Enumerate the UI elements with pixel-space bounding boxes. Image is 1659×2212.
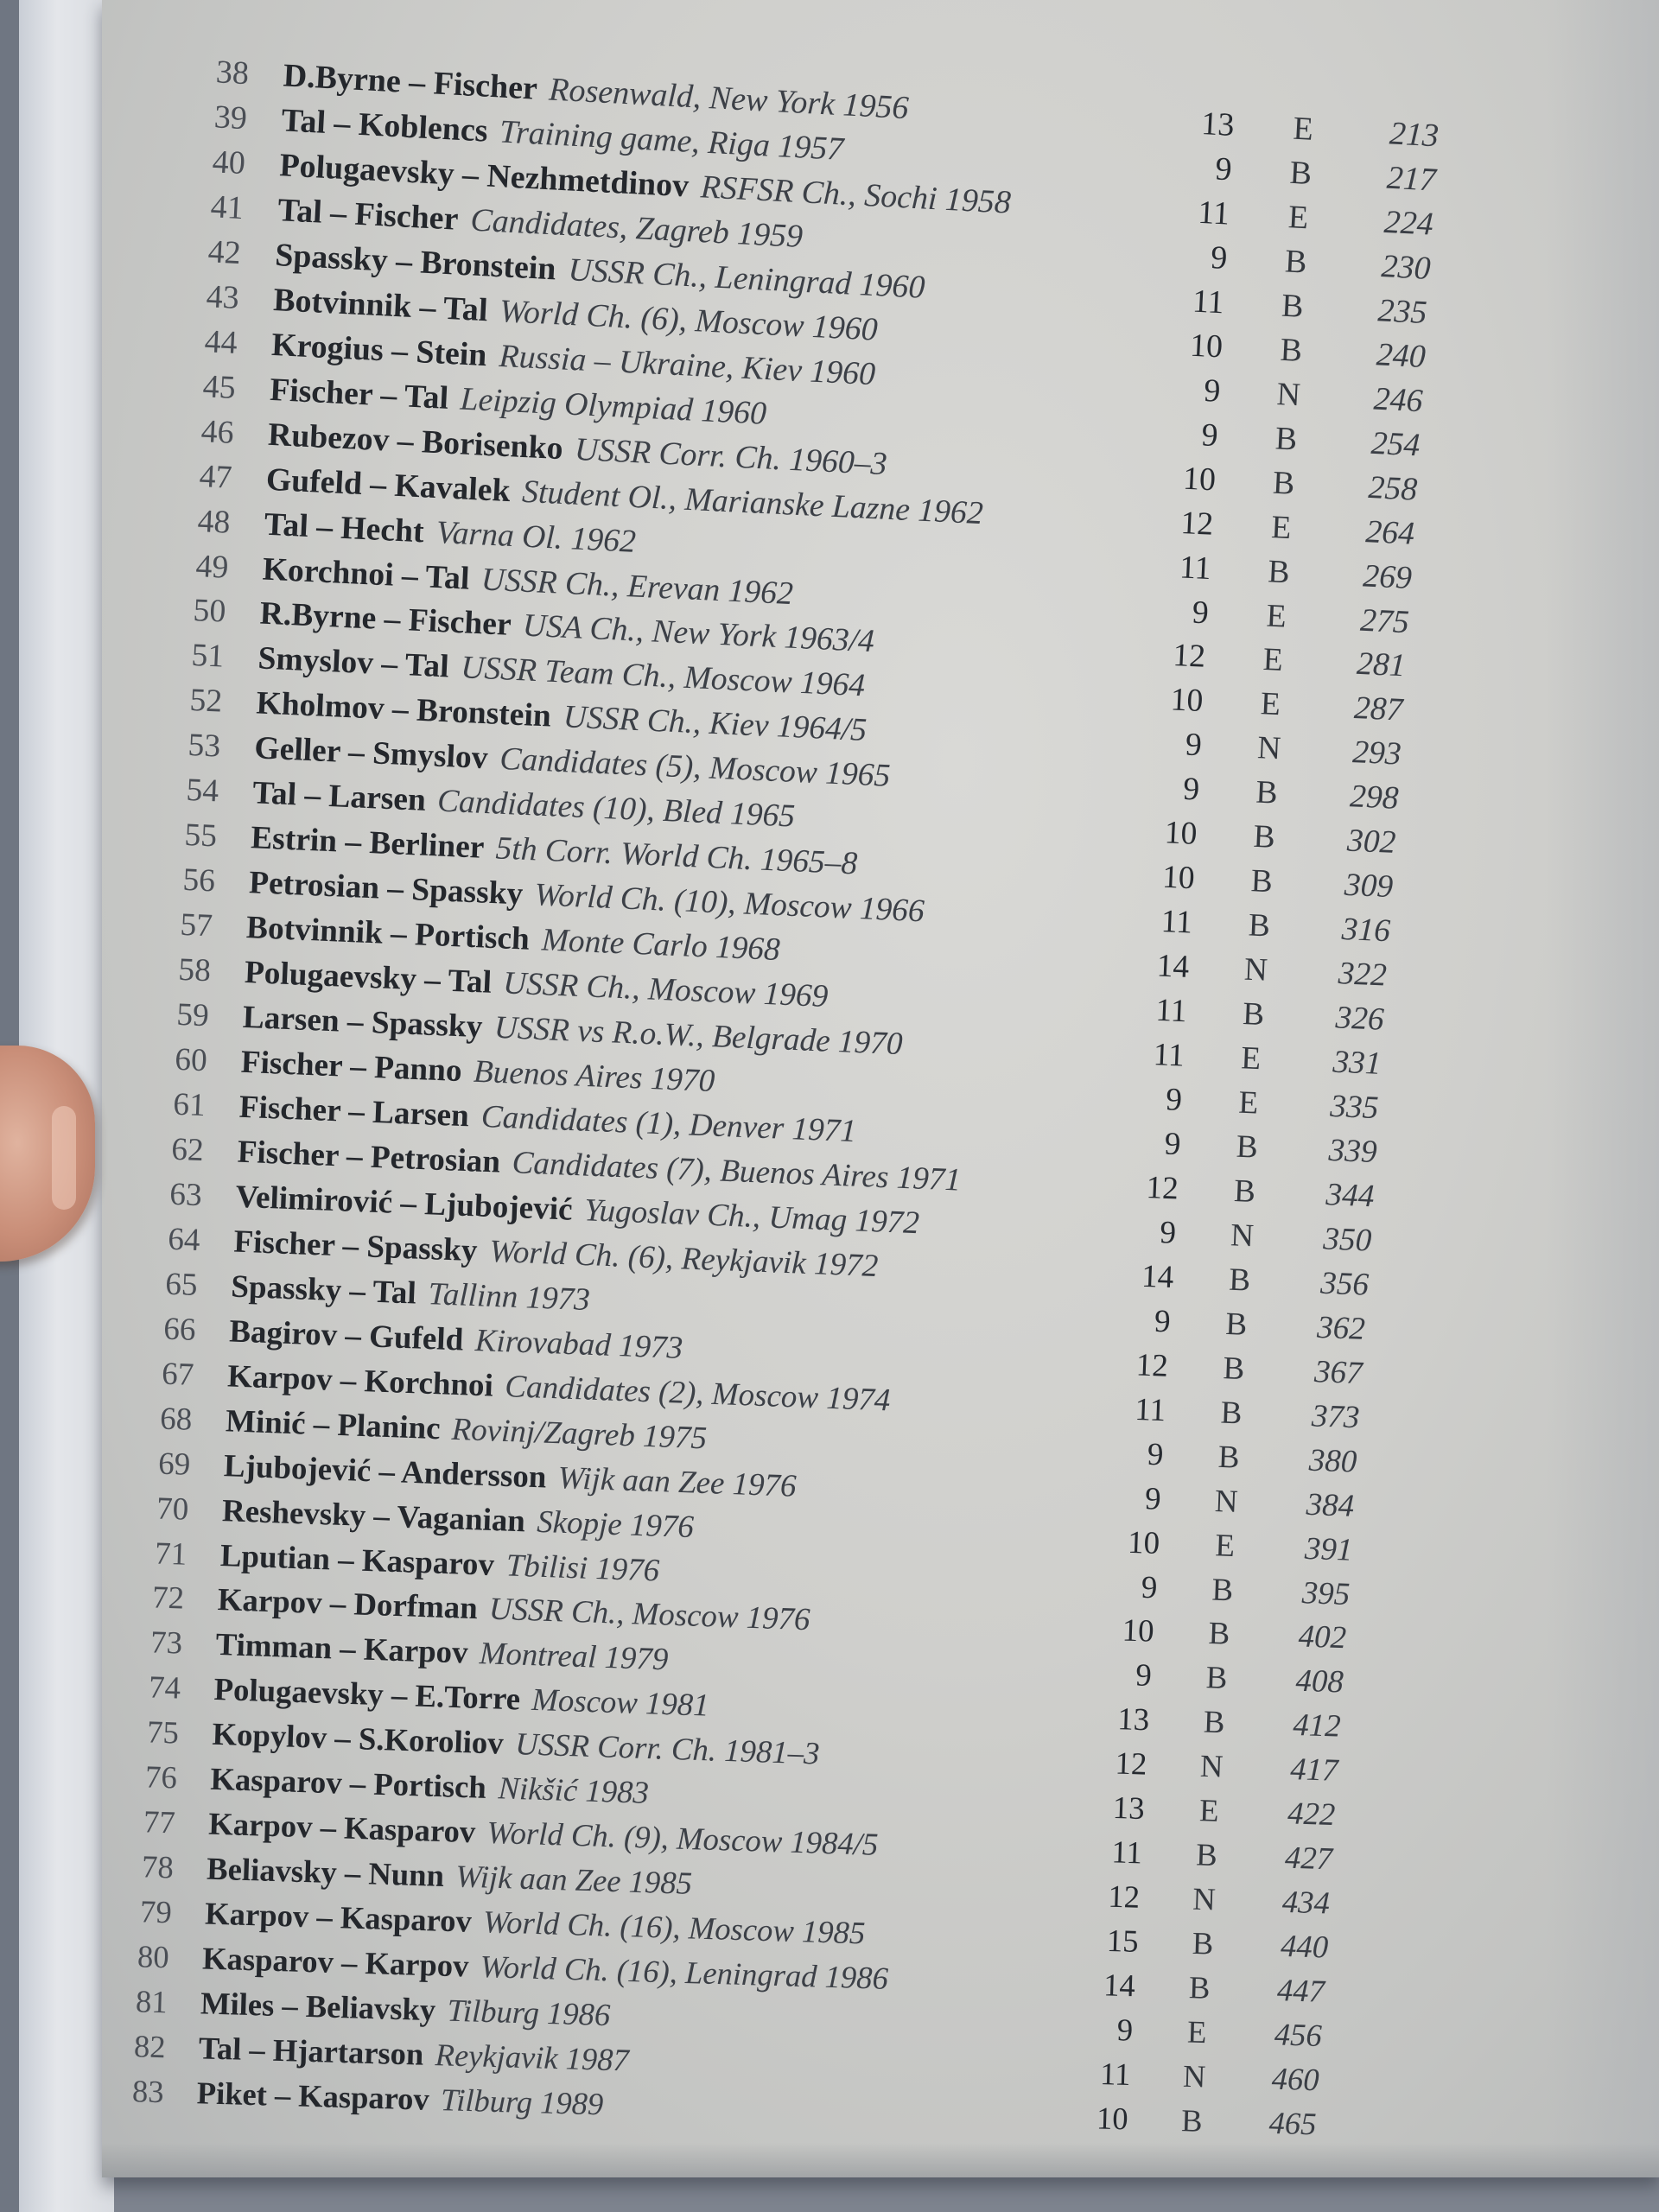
game-page-number: 293 — [1351, 734, 1402, 772]
game-event: Candidates, Zagreb 1959 — [469, 201, 804, 255]
game-move-count: 9 — [1191, 594, 1210, 631]
game-event: Tbilisi 1976 — [505, 1547, 660, 1588]
game-page-number: 316 — [1340, 911, 1391, 950]
game-move-count: 14 — [1140, 1258, 1174, 1295]
game-result-code: N — [1199, 1749, 1224, 1785]
game-result-code: B — [1211, 1572, 1234, 1608]
game-page-number: 460 — [1271, 2061, 1320, 2098]
game-event: Student Ol., Marianske Lazne 1962 — [521, 473, 984, 531]
game-number: 73 — [149, 1624, 184, 1662]
game-event: World Ch. (6), Moscow 1960 — [499, 292, 879, 348]
game-page-number: 350 — [1322, 1221, 1372, 1259]
game-page-number: 326 — [1335, 1000, 1385, 1038]
game-number: 60 — [174, 1041, 208, 1079]
game-event: USSR Ch., Erevan 1962 — [480, 561, 794, 612]
game-move-count: 9 — [1144, 1480, 1162, 1517]
game-page-number: 339 — [1327, 1132, 1378, 1170]
game-players: Botvinnik – Portisch — [245, 909, 531, 957]
game-event: Skopje 1976 — [536, 1503, 695, 1545]
game-number: 54 — [185, 772, 219, 810]
game-event: Candidates (10), Bled 1965 — [436, 783, 796, 835]
game-page-number: 417 — [1289, 1751, 1339, 1789]
game-players: Lputian – Kasparov — [219, 1537, 495, 1583]
game-event: Kirovabad 1973 — [474, 1322, 684, 1366]
game-number: 58 — [178, 951, 213, 989]
game-players: Karpov – Korchnoi — [226, 1357, 494, 1404]
game-number: 44 — [204, 323, 238, 361]
game-page-number: 240 — [1376, 336, 1427, 375]
game-players: Kopylov – S.Koroliov — [211, 1717, 505, 1762]
game-page-number: 235 — [1377, 292, 1428, 331]
game-page-number: 408 — [1295, 1663, 1344, 1700]
game-number: 49 — [194, 547, 229, 586]
game-number: 75 — [146, 1714, 180, 1751]
game-result-code: B — [1195, 1837, 1218, 1874]
game-result-code: B — [1203, 1704, 1226, 1741]
game-result-code: B — [1180, 2103, 1204, 2139]
game-number: 71 — [154, 1535, 188, 1572]
game-number: 67 — [161, 1356, 195, 1393]
game-result-code: E — [1214, 1527, 1236, 1564]
game-page-number: 287 — [1353, 690, 1404, 728]
game-page-number: 335 — [1329, 1088, 1380, 1126]
game-move-count: 10 — [1163, 815, 1198, 853]
game-result-code: E — [1287, 199, 1309, 237]
game-move-count: 12 — [1135, 1347, 1169, 1384]
game-number: 52 — [188, 682, 224, 720]
game-number: 38 — [214, 54, 251, 92]
game-page-number: 356 — [1319, 1265, 1370, 1303]
game-result-code: N — [1192, 1882, 1217, 1918]
game-event: USSR Ch., Leningrad 1960 — [568, 251, 926, 306]
game-players: Ljubojević – Andersson — [223, 1447, 547, 1495]
game-result-code: B — [1233, 1173, 1256, 1210]
game-move-count: 9 — [1200, 416, 1219, 454]
game-players: Polugaevsky – Nezhmetdinov — [278, 147, 690, 205]
game-number: 53 — [187, 727, 222, 765]
game-event: USSR Ch., Kiev 1964/5 — [563, 699, 868, 749]
game-number: 79 — [139, 1894, 172, 1931]
game-event: RSFSR Ch., Sochi 1958 — [699, 168, 1012, 221]
game-move-count: 11 — [1155, 992, 1188, 1030]
game-event: USSR Corr. Ch. 1960–3 — [574, 430, 888, 482]
game-page-number: 384 — [1305, 1486, 1355, 1524]
game-event: Montreal 1979 — [479, 1636, 670, 1678]
game-event: Reykjavik 1987 — [435, 2037, 630, 2079]
game-players: Botvinnik – Tal — [272, 281, 489, 328]
game-players: Geller – Smyslov — [253, 730, 489, 777]
game-move-count: 14 — [1156, 948, 1191, 985]
game-event: Monte Carlo 1968 — [541, 922, 782, 968]
game-result-code: N — [1275, 375, 1302, 414]
game-event: Wijk aan Zee 1985 — [454, 1859, 693, 1902]
game-move-count: 9 — [1147, 1436, 1165, 1472]
game-page-number: 465 — [1268, 2106, 1317, 2143]
game-players: Polugaevsky – E.Torre — [213, 1672, 521, 1718]
game-number: 69 — [157, 1446, 191, 1483]
game-result-code: E — [1186, 2014, 1208, 2050]
game-event: Nikšić 1983 — [497, 1770, 650, 1811]
game-result-code: B — [1281, 287, 1305, 325]
game-move-count: 11 — [1099, 2056, 1131, 2093]
game-number: 78 — [141, 1849, 175, 1886]
game-players: Fischer – Petrosian — [236, 1134, 501, 1180]
game-move-count: 13 — [1116, 1701, 1150, 1738]
game-players: Tal – Fischer — [276, 192, 460, 238]
game-move-count: 10 — [1122, 1612, 1155, 1649]
game-page-number: 269 — [1362, 557, 1413, 596]
game-event: Rovinj/Zagreb 1975 — [451, 1411, 708, 1456]
game-result-code: B — [1272, 464, 1296, 502]
game-page-number: 322 — [1338, 955, 1389, 994]
game-page-number: 434 — [1281, 1885, 1331, 1922]
game-number: 51 — [191, 637, 226, 675]
game-players: Fischer – Tal — [269, 371, 450, 416]
game-number: 55 — [183, 817, 218, 855]
game-result-code: E — [1270, 508, 1293, 546]
game-result-code: B — [1228, 1262, 1251, 1299]
game-event: Candidates (5), Moscow 1965 — [499, 741, 892, 794]
game-result-code: B — [1242, 995, 1266, 1033]
game-page-number: 258 — [1367, 468, 1419, 508]
game-players: Smyslov – Tal — [257, 640, 450, 685]
game-result-code: B — [1191, 1926, 1214, 1962]
game-event: Tallinn 1973 — [428, 1275, 591, 1318]
game-result-code: B — [1279, 331, 1304, 369]
game-page-number: 302 — [1346, 823, 1397, 861]
game-result-code: B — [1249, 862, 1274, 900]
game-number: 63 — [168, 1176, 203, 1213]
game-move-count: 11 — [1153, 1036, 1185, 1074]
game-players: Beliavsky – Nunn — [206, 1852, 445, 1894]
game-number: 41 — [209, 188, 245, 226]
game-players: Kasparov – Portisch — [209, 1762, 487, 1806]
game-players: Fischer – Spassky — [232, 1224, 478, 1268]
game-move-count: 9 — [1159, 1214, 1177, 1251]
game-page-number: 395 — [1300, 1574, 1351, 1612]
game-move-count: 11 — [1110, 1834, 1143, 1872]
game-number: 66 — [162, 1311, 197, 1348]
game-move-count: 12 — [1172, 637, 1207, 676]
game-players: Tal – Hjartarson — [198, 2031, 424, 2073]
game-players: Karpov – Kasparov — [207, 1807, 476, 1851]
game-players: Karpov – Kasparov — [204, 1896, 472, 1940]
game-number: 48 — [196, 502, 232, 541]
game-result-code: E — [1237, 1084, 1260, 1122]
game-players: Miles – Beliavsky — [200, 1986, 436, 2028]
game-move-count: 11 — [1197, 194, 1230, 232]
game-number: 47 — [198, 457, 233, 496]
game-page-number: 380 — [1308, 1442, 1358, 1479]
game-move-count: 10 — [1170, 682, 1205, 720]
game-players: Krogius – Stein — [270, 326, 488, 373]
game-move-count: 11 — [1134, 1391, 1166, 1428]
game-number: 50 — [193, 592, 227, 631]
game-result-code: N — [1182, 2059, 1207, 2095]
game-result-code: E — [1198, 1793, 1220, 1829]
game-result-code: B — [1288, 154, 1313, 193]
game-result-code: E — [1262, 641, 1285, 679]
game-event: Wijk aan Zee 1976 — [556, 1459, 798, 1504]
game-move-count: 9 — [1214, 150, 1233, 188]
game-move-count: 9 — [1185, 727, 1203, 764]
game-event: USSR Ch., Moscow 1976 — [488, 1592, 811, 1638]
game-page-number: 309 — [1343, 867, 1394, 906]
game-page-number: 440 — [1280, 1929, 1329, 1966]
game-result-code: N — [1243, 951, 1269, 988]
game-number: 77 — [143, 1804, 176, 1841]
game-event: 5th Corr. World Ch. 1965–8 — [494, 830, 858, 882]
game-result-code: B — [1247, 907, 1271, 944]
game-page-number: 456 — [1274, 2017, 1323, 2054]
game-event: Leipzig Olympiad 1960 — [459, 380, 767, 432]
game-number: 80 — [137, 1939, 170, 1976]
game-page-number: 264 — [1364, 513, 1415, 552]
game-move-count: 9 — [1163, 1126, 1182, 1162]
game-move-count: 10 — [1161, 859, 1196, 897]
game-move-count: 11 — [1192, 283, 1226, 321]
game-players: Kholmov – Bronstein — [255, 685, 552, 734]
game-players: Larsen – Spassky — [242, 999, 484, 1046]
game-event: Rosenwald, New York 1956 — [548, 71, 910, 127]
game-players: Tal – Larsen — [251, 774, 427, 819]
game-page-number: 373 — [1311, 1397, 1361, 1435]
game-result-code: E — [1265, 597, 1287, 634]
game-players: Minić – Planinc — [225, 1402, 442, 1446]
game-page-number: 254 — [1370, 424, 1421, 464]
game-move-count: 9 — [1203, 372, 1222, 410]
game-players: Rubezov – Borisenko — [267, 416, 564, 467]
game-event: Tilburg 1989 — [440, 2082, 604, 2123]
game-move-count: 9 — [1165, 1081, 1183, 1118]
game-event: Training game, Riga 1957 — [498, 113, 845, 168]
game-page-number: 246 — [1373, 380, 1424, 419]
game-event: Moscow 1981 — [531, 1682, 710, 1724]
game-result-code: B — [1252, 818, 1276, 856]
game-move-count: 15 — [1105, 1923, 1139, 1960]
game-number: 40 — [211, 143, 246, 182]
game-move-count: 12 — [1115, 1745, 1148, 1783]
game-event: Candidates (1), Denver 1971 — [480, 1098, 857, 1149]
game-event: Russia – Ukraine, Kiev 1960 — [498, 337, 877, 392]
game-move-count: 9 — [1209, 238, 1228, 276]
game-result-code: E — [1292, 110, 1314, 148]
game-move-count: 11 — [1178, 549, 1212, 587]
game-event: Yugoslav Ch., Umag 1972 — [583, 1192, 920, 1241]
game-event: World Ch. (9), Moscow 1984/5 — [486, 1815, 879, 1863]
game-result-code: B — [1283, 243, 1307, 281]
game-players: Tal – Koblencs — [280, 102, 489, 149]
game-result-code: N — [1256, 729, 1282, 767]
game-move-count: 12 — [1107, 1879, 1141, 1916]
game-page-number: 331 — [1332, 1044, 1382, 1082]
game-result-code: B — [1205, 1660, 1229, 1697]
game-players: Petrosian – Spassky — [247, 864, 524, 912]
game-result-code: B — [1220, 1395, 1243, 1431]
game-number: 62 — [170, 1131, 205, 1168]
game-event: World Ch. (6), Reykjavik 1972 — [488, 1233, 879, 1284]
game-players: Fischer – Panno — [240, 1044, 463, 1089]
game-players: Polugaevsky – Tal — [244, 954, 493, 1001]
game-players: Spassky – Bronstein — [274, 237, 557, 288]
game-move-count: 13 — [1200, 105, 1236, 143]
game-event: Buenos Aires 1970 — [473, 1053, 716, 1099]
game-event: Candidates (7), Buenos Aires 1971 — [511, 1144, 962, 1198]
game-event: USSR Ch., Moscow 1969 — [502, 965, 830, 1014]
game-page-number: 422 — [1287, 1796, 1336, 1834]
game-number: 68 — [159, 1401, 194, 1438]
game-result-code: N — [1214, 1483, 1239, 1520]
game-result-code: B — [1274, 420, 1299, 458]
game-move-count: 12 — [1145, 1169, 1179, 1207]
game-result-code: E — [1240, 1039, 1262, 1077]
game-move-count: 9 — [1140, 1569, 1158, 1605]
game-result-code: B — [1267, 553, 1291, 590]
game-number: 42 — [207, 233, 243, 271]
game-result-code: N — [1230, 1217, 1255, 1254]
game-result-code: B — [1217, 1439, 1241, 1476]
game-move-count: 13 — [1112, 1790, 1146, 1827]
game-move-count: 9 — [1154, 1303, 1172, 1340]
game-page-number: 213 — [1389, 115, 1440, 155]
game-page-number: 427 — [1284, 1840, 1333, 1878]
game-number: 70 — [156, 1490, 189, 1528]
game-number: 76 — [144, 1759, 178, 1796]
game-move-count: 10 — [1096, 2101, 1129, 2137]
game-players: Karpov – Dorfman — [217, 1582, 479, 1627]
game-page-number: 402 — [1298, 1618, 1348, 1656]
game-move-count: 9 — [1135, 1657, 1153, 1694]
game-page-number: 362 — [1316, 1309, 1367, 1347]
game-page-number: 275 — [1358, 601, 1410, 640]
game-players: R.Byrne – Fischer — [259, 595, 513, 644]
game-move-count: 10 — [1182, 460, 1217, 499]
game-number: 61 — [172, 1086, 207, 1123]
game-result-code: B — [1225, 1306, 1249, 1343]
game-page-number: 281 — [1356, 645, 1407, 684]
game-result-code: B — [1208, 1616, 1231, 1652]
game-result-code: B — [1235, 1128, 1259, 1166]
game-players: D.Byrne – Fischer — [282, 57, 539, 107]
game-event: World Ch. (16), Leningrad 1986 — [480, 1949, 889, 1997]
game-players: Bagirov – Gufeld — [228, 1313, 465, 1357]
game-result-code: B — [1223, 1350, 1246, 1387]
game-number: 46 — [200, 412, 235, 451]
game-result-code: E — [1260, 685, 1282, 723]
game-event: Varna Ol. 1962 — [435, 513, 637, 560]
game-event: World Ch. (16), Moscow 1985 — [482, 1904, 866, 1952]
game-move-count: 12 — [1179, 504, 1214, 543]
game-page-number: 391 — [1304, 1530, 1353, 1568]
game-number: 57 — [180, 906, 214, 944]
game-number: 74 — [148, 1669, 181, 1707]
game-number: 39 — [213, 99, 248, 137]
game-move-count: 9 — [1182, 771, 1201, 808]
game-players: Velimirović – Ljubojević — [234, 1179, 574, 1228]
game-players: Estrin – Berliner — [250, 819, 486, 866]
game-event: USSR Team Ch., Moscow 1964 — [460, 649, 867, 704]
game-move-count: 10 — [1189, 327, 1224, 365]
game-players: Timman – Karpov — [215, 1627, 469, 1671]
game-page-number: 217 — [1385, 159, 1437, 199]
game-event: USSR vs R.o.W., Belgrade 1970 — [493, 1009, 904, 1063]
game-number: 64 — [167, 1221, 200, 1258]
game-page-number: 344 — [1325, 1176, 1375, 1215]
game-number: 72 — [152, 1580, 186, 1617]
thumb-highlight — [52, 1106, 76, 1210]
game-event: USA Ch., New York 1963/4 — [522, 607, 876, 660]
game-move-count: 10 — [1127, 1524, 1160, 1561]
game-event: Candidates (2), Moscow 1974 — [504, 1368, 892, 1418]
game-move-count: 14 — [1103, 1967, 1136, 2005]
game-event: Tilburg 1986 — [447, 1993, 612, 2033]
game-number: 83 — [131, 2074, 165, 2110]
game-page-number: 447 — [1276, 1973, 1325, 2010]
game-number: 45 — [201, 367, 237, 406]
game-number: 65 — [165, 1266, 199, 1303]
game-page-number: 412 — [1293, 1707, 1342, 1745]
game-players: Gufeld – Kavalek — [264, 461, 512, 509]
game-event: USSR Corr. Ch. 1981–3 — [514, 1726, 821, 1772]
game-result-code: B — [1188, 1970, 1211, 2006]
game-page-number: 298 — [1349, 779, 1400, 817]
game-players: Kasparov – Karpov — [201, 1941, 470, 1985]
game-event: World Ch. (10), Moscow 1966 — [533, 876, 925, 930]
game-players: Tal – Hecht — [263, 505, 425, 550]
game-players: Reshevsky – Vaganian — [221, 1492, 526, 1539]
game-result-code: B — [1255, 774, 1279, 811]
game-number: 43 — [206, 278, 241, 316]
game-page-number: 230 — [1380, 248, 1432, 287]
game-page-number: 224 — [1382, 203, 1434, 243]
game-players: Spassky – Tal — [231, 1268, 417, 1312]
game-move-count: 9 — [1116, 2012, 1134, 2049]
game-number: 82 — [133, 2029, 167, 2065]
game-players: Fischer – Larsen — [238, 1089, 470, 1135]
game-move-count: 11 — [1160, 903, 1193, 941]
game-number: 56 — [181, 861, 216, 899]
game-players: Korchnoi – Tal — [261, 550, 470, 597]
game-number: 59 — [175, 996, 210, 1034]
game-players: Piket – Kasparov — [196, 2075, 430, 2118]
game-number: 81 — [135, 1984, 168, 2020]
game-page-number: 367 — [1313, 1353, 1363, 1391]
